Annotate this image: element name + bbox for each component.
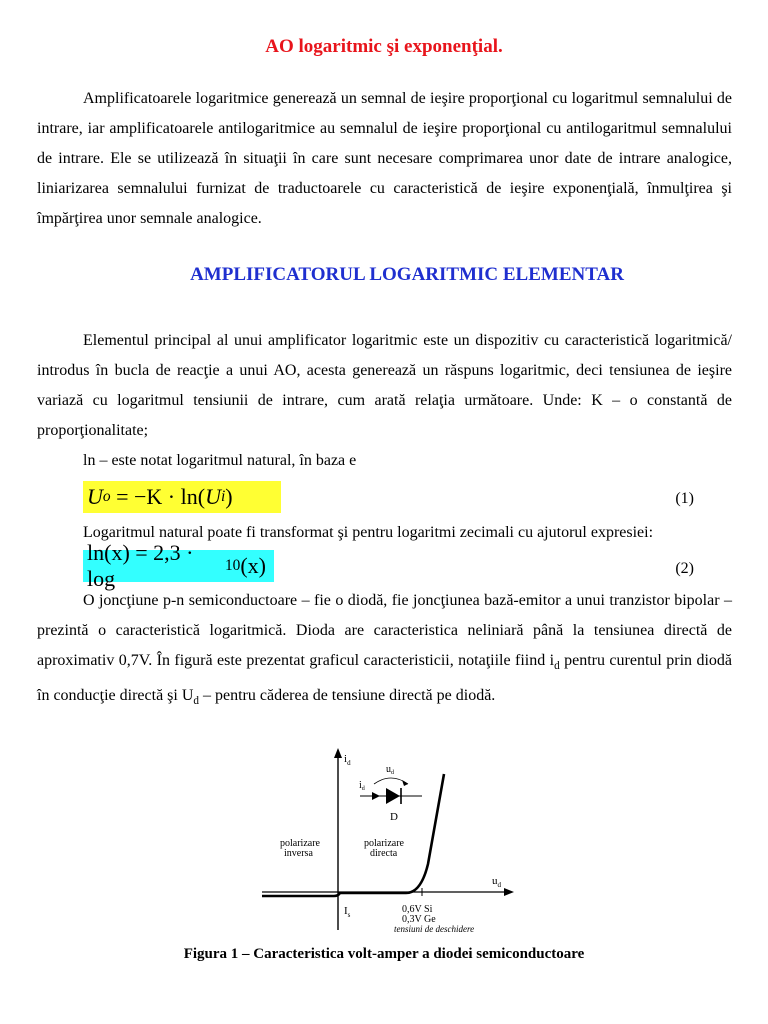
y-axis-label: $i_d$ — [344, 753, 351, 767]
formula-1-rhs-suffix: ) — [225, 484, 233, 509]
diode-paragraph-b: pentru curentul prin diodă în conducţie directă şi U — [37, 652, 733, 705]
diode-triangle — [386, 788, 400, 804]
section-paragraph: Elementul principal al unui amplificator logaritmic este un dispozitiv cu caracteristică logaritmică/ introdus în bucla de reacţie a unui AO, acesta generează un răspuns logaritmic, deci tensiunea de ieşire variază cu logaritmul tensiunii de intrare, cum arată relaţia următoare. Unde: K – o constantă de proporţionalitate; — [37, 332, 732, 439]
intro-paragraph: Amplificatoarele logaritmice generează un semnal de ieşire proporţional cu logaritmul semnalului de intrare, iar amplificatoarele antilogaritmice au semnalul de ieşire proporţional cu antilogaritmul semnalului de intrare. Ele se utilizează în situaţii în care sunt necesare comprimarea unor date de intrare analogice, liniarizarea semnalului furnizat de traductoarele cu caracteristică de ieşire exponenţială, înmulţirea şi împărţirea unor semnale analogice. — [37, 90, 732, 227]
diode-paragraph-a: O joncţiune p-n semiconductoare – fie o diodă, fie joncţiunea bază-emitor a unui tranzistor bipolar – prezintă o caracteristică logaritmică. Dioda are caracteristica neliniară până la tensiunea directă de aproximativ 0,7V. În figură este prezentat graficul caracteristicii, notaţiile fiind i — [37, 592, 732, 669]
formula-2-lhs: ln(x) = 2,3 · log — [87, 540, 194, 591]
formula-2 — [83, 540, 274, 591]
right-region-line2: directa — [370, 848, 398, 859]
diode-sub-2: d — [193, 695, 199, 708]
threshold-ge: 0,3V Ge — [402, 914, 436, 925]
formula-2-rhs: (x) — [240, 553, 266, 578]
figure-caption: Figura 1 – Caracteristica volt-amper a diodei semiconductoare — [183, 946, 585, 962]
diode-symbol — [359, 764, 422, 823]
diode-current-label: $i_d$ — [359, 780, 365, 792]
formula-1-var: U — [205, 484, 221, 509]
formula-1 — [83, 481, 281, 513]
formula-1-rhs-prefix: = −K · ln( — [116, 484, 206, 509]
formula-1-lhs: U — [87, 484, 103, 509]
right-region-line1: polarizare — [364, 838, 404, 849]
x-axis-arrow — [504, 888, 514, 896]
equation-number-1: (1) — [675, 490, 694, 507]
diode-current-arrow — [372, 792, 380, 800]
formula-2-base: 10 — [224, 557, 241, 574]
equation-number-2: (2) — [675, 560, 694, 577]
saturation-label: $I_s$ — [344, 905, 351, 919]
page-title: AO logaritmic şi exponenţial. — [265, 36, 503, 57]
decimal-log-intro: Logaritmul natural poate fi transformat şi pentru logaritmi zecimali cu ajutorul expresiei: — [83, 524, 654, 541]
threshold-si: 0,6V Si — [402, 904, 433, 915]
diode-characteristic-figure — [256, 744, 526, 934]
diode-voltage-label: $u_d$ — [386, 764, 394, 776]
diode-name: D — [390, 811, 398, 823]
formula-1-lhs-sub: o — [102, 488, 111, 505]
left-region-line1: polarizare — [280, 838, 320, 849]
threshold-caption: tensiuni de deschidere — [394, 924, 475, 934]
ln-definition: ln – este notat logaritmul natural, în baza e — [83, 452, 357, 469]
diode-sub-1: d — [554, 660, 560, 673]
left-region-line2: inversa — [284, 848, 313, 859]
diode-paragraph-c: – pentru căderea de tensiune directă pe diodă. — [198, 687, 496, 705]
diode-paragraph — [37, 586, 732, 716]
y-axis-arrow — [334, 748, 342, 758]
section-heading: AMPLIFICATORUL LOGARITMIC ELEMENTAR — [190, 264, 624, 285]
x-axis-label: $u_d$ — [492, 875, 501, 889]
formula-1-var-sub: i — [220, 488, 226, 505]
characteristic-curve — [262, 774, 444, 896]
